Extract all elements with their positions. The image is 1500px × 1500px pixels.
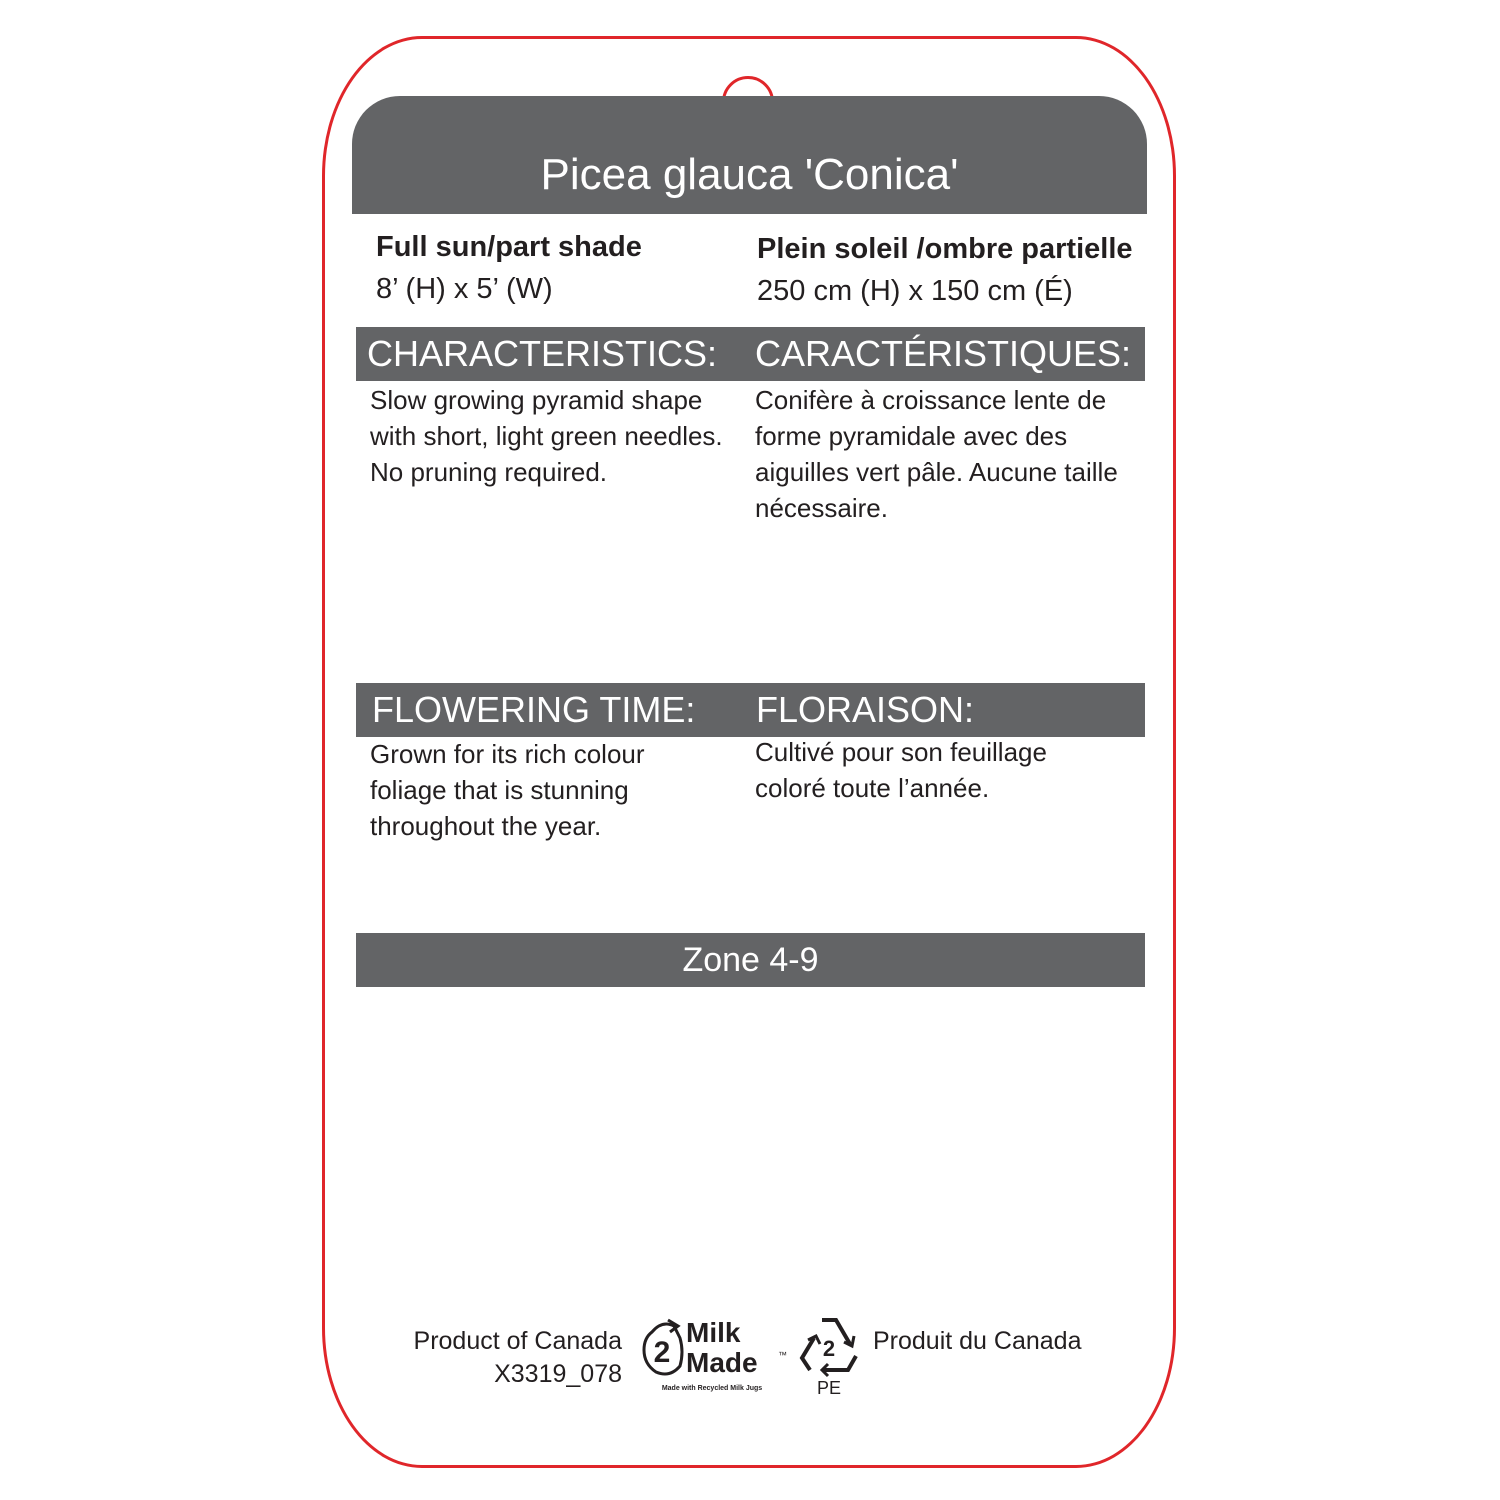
- light-requirement-fr: Plein soleil /ombre partielle: [757, 233, 1133, 265]
- recycle-number: 2: [822, 1336, 836, 1361]
- plant-name-header: [352, 96, 1147, 214]
- milkmade-tagline: Made with Recycled Milk Jugs: [661, 1385, 763, 1392]
- characteristics-text-en: Slow growing pyramid shape with short, light green needles. No pruning required.: [370, 385, 723, 487]
- plant-name: Picea glauca 'Conica': [540, 150, 959, 199]
- hardiness-zone: Zone 4-9: [682, 941, 819, 979]
- light-requirement-en: Full sun/part shade: [376, 231, 642, 263]
- recycle-symbol-icon: [796, 1312, 862, 1400]
- characteristics-heading-en: CHARACTERISTICS:: [367, 333, 718, 374]
- milkmade-number: 2: [653, 1336, 671, 1369]
- recycle-code: PE: [816, 1378, 842, 1398]
- flowering-text-fr: Cultivé pour son feuillage coloré toute l’année.: [755, 737, 1047, 803]
- milk-made-logo-icon: [634, 1312, 790, 1396]
- info-en: [376, 226, 642, 310]
- flowering-text-en: Grown for its rich colour foliage that is stunning throughout the year.: [370, 739, 645, 841]
- origin-fr: Produit du Canada: [873, 1327, 1082, 1355]
- flowering-bar: [356, 683, 1145, 737]
- footer-origin-en: [380, 1325, 622, 1391]
- size-en: 8’ (H) x 5’ (W): [376, 273, 553, 305]
- footer-origin-fr: [873, 1325, 1081, 1358]
- flowering-heading-en: FLOWERING TIME:: [372, 689, 696, 730]
- milkmade-line2: Made: [686, 1347, 758, 1378]
- sku: X3319_078: [494, 1360, 622, 1388]
- milkmade-line1: Milk: [686, 1317, 741, 1348]
- characteristics-heading-fr: CARACTÉRISTIQUES:: [755, 333, 1132, 374]
- info-fr: [757, 228, 1133, 312]
- origin-en: Product of Canada: [413, 1327, 622, 1355]
- flowering-heading-fr: FLORAISON:: [756, 689, 975, 730]
- characteristics-text-fr: Conifère à croissance lente de forme pyramidale avec des aiguilles vert pâle. Aucune taille nécessaire.: [755, 385, 1118, 523]
- milkmade-tm: ™: [778, 1350, 787, 1360]
- characteristics-bar: [356, 327, 1145, 381]
- hardiness-zone-bar: [356, 933, 1145, 987]
- size-fr: 250 cm (H) x 150 cm (É): [757, 275, 1073, 307]
